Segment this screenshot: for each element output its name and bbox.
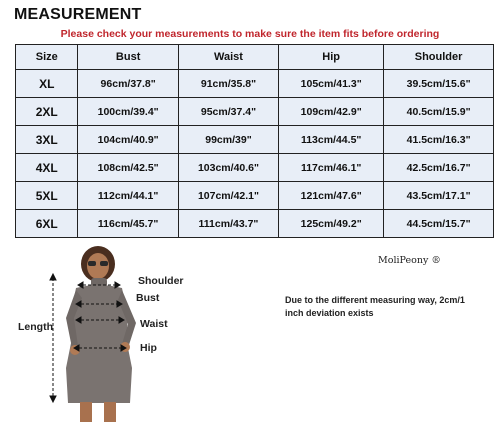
size-cell: 3XL: [16, 126, 77, 153]
waist-cell: 91cm/35.8": [179, 70, 278, 97]
brand-name: MoliPeony ®: [378, 255, 441, 266]
waist-label: Waist: [140, 318, 168, 330]
bust-cell: 112cm/44.1": [78, 182, 177, 209]
sunglasses-icon: [88, 261, 96, 266]
hip-label: Hip: [140, 342, 157, 354]
bust-cell: 108cm/42.5": [78, 154, 177, 181]
waist-cell: 99cm/39": [179, 126, 278, 153]
measurement-diagram: [0, 238, 240, 425]
hip-cell: 113cm/44.5": [279, 126, 383, 153]
length-label: Length: [18, 321, 53, 333]
size-cell: 4XL: [16, 154, 77, 181]
waist-cell: 95cm/37.4": [179, 98, 278, 125]
hip-cell: 117cm/46.1": [279, 154, 383, 181]
size-chart-table: [15, 44, 494, 238]
size-cell: 2XL: [16, 98, 77, 125]
header-size: Size: [16, 45, 77, 69]
table-header-row: [16, 45, 493, 69]
bust-cell: 104cm/40.9": [78, 126, 177, 153]
bust-cell: 96cm/37.8": [78, 70, 177, 97]
hip-cell: 121cm/47.6": [279, 182, 383, 209]
table-row: [16, 154, 493, 181]
page-title: MEASUREMENT: [14, 6, 142, 23]
table-row: [16, 126, 493, 153]
table-row: [16, 70, 493, 97]
waist-cell: 103cm/40.6": [179, 154, 278, 181]
shoulder-cell: 40.5cm/15.9": [384, 98, 493, 125]
shoulder-cell: 41.5cm/16.3": [384, 126, 493, 153]
waist-cell: 111cm/43.7": [179, 210, 278, 237]
size-cell: 5XL: [16, 182, 77, 209]
hip-cell: 125cm/49.2": [279, 210, 383, 237]
model-leg: [80, 402, 92, 422]
shoulder-cell: 42.5cm/16.7": [384, 154, 493, 181]
header-hip: Hip: [279, 45, 383, 69]
table-row: [16, 98, 493, 125]
bust-cell: 100cm/39.4": [78, 98, 177, 125]
instruction-text: Please check your measurements to make sure the item fits before ordering: [60, 28, 440, 40]
header-shoulder: Shoulder: [384, 45, 493, 69]
shoulder-cell: 43.5cm/17.1": [384, 182, 493, 209]
model-leg: [104, 402, 116, 422]
header-bust: Bust: [78, 45, 177, 69]
size-cell: XL: [16, 70, 77, 97]
hip-cell: 109cm/42.9": [279, 98, 383, 125]
length-arrow-bottom: [50, 396, 56, 402]
table-row: [16, 182, 493, 209]
shoulder-cell: 44.5cm/15.7": [384, 210, 493, 237]
table-row: [16, 210, 493, 237]
size-cell: 6XL: [16, 210, 77, 237]
sunglasses-lens: [100, 261, 108, 266]
shoulder-cell: 39.5cm/15.6": [384, 70, 493, 97]
deviation-note: Due to the different measuring way, 2cm/1 inch deviation exists: [285, 295, 465, 318]
bust-label: Bust: [136, 292, 160, 304]
length-arrow-top: [50, 274, 56, 280]
shoulder-label: Shoulder: [138, 275, 184, 287]
header-waist: Waist: [179, 45, 278, 69]
hip-cell: 105cm/41.3": [279, 70, 383, 97]
bust-cell: 116cm/45.7": [78, 210, 177, 237]
waist-cell: 107cm/42.1": [179, 182, 278, 209]
